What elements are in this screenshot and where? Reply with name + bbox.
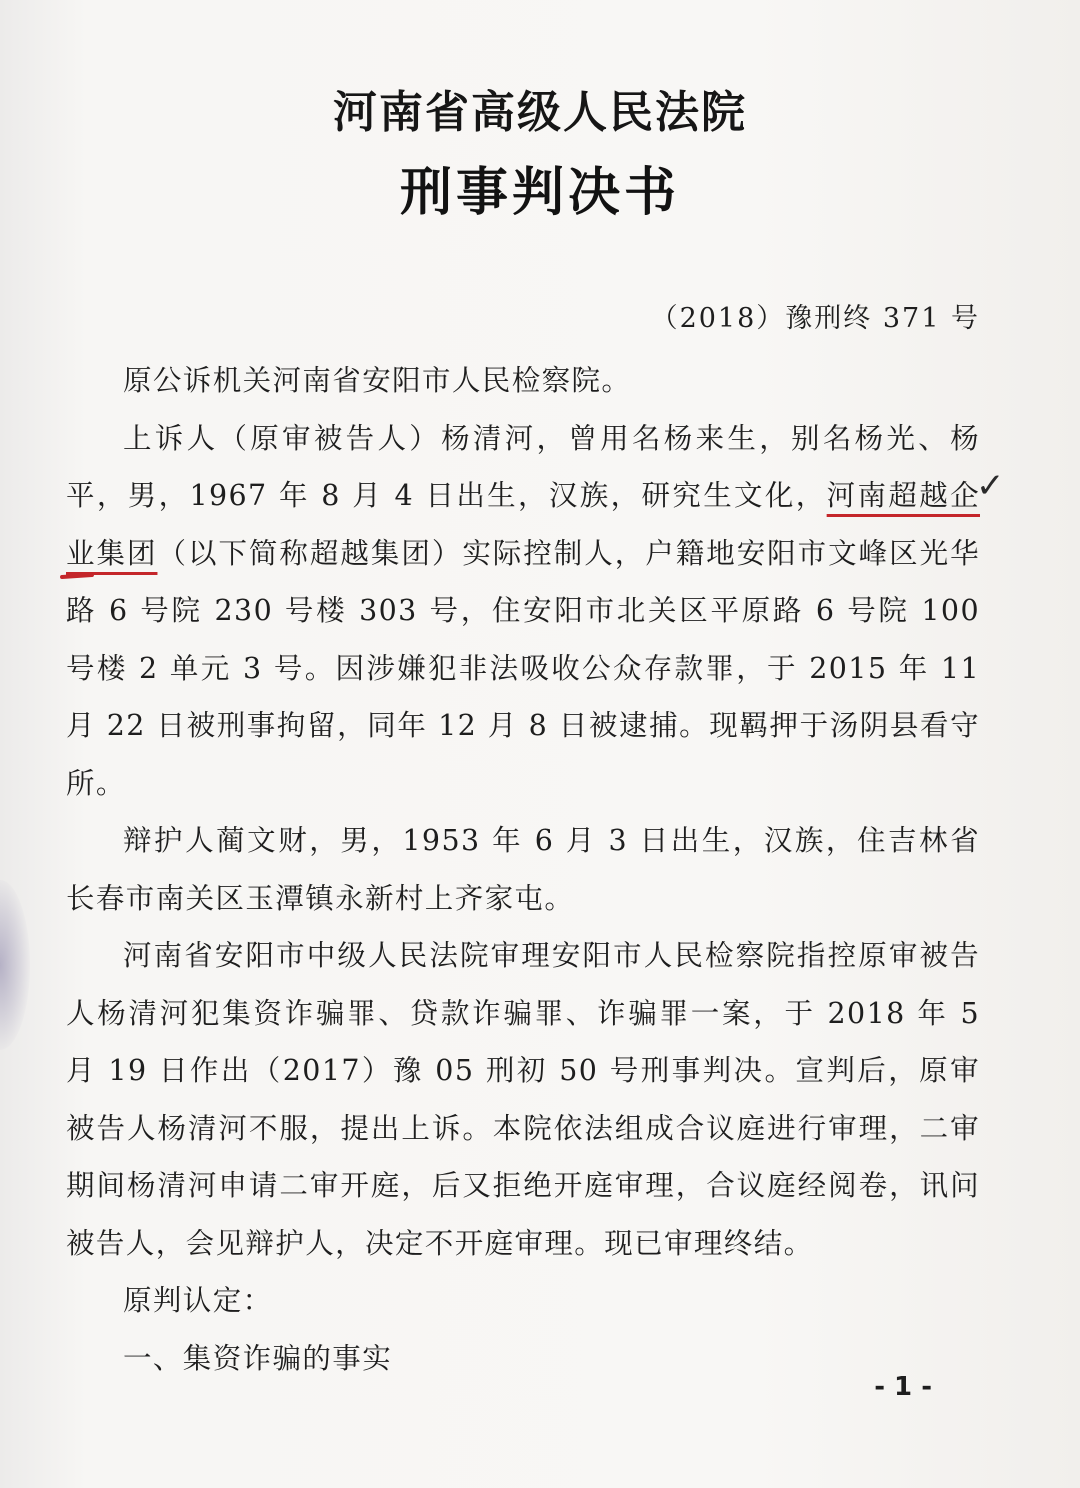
paragraph-procedure: 河南省安阳市中级人民法院审理安阳市人民检察院指控原审被告人杨清河犯集资诈骗罪、贷款诈骗罪、诈骗罪一案，于 2018 年 5 月 19 日作出（2017）豫 05 刑初 50 号刑事判决。宣判后，原审被告人杨清河不服，提出上诉。本院依法组成合议庭进行审理，二审期间杨清河申请二审开庭，后又拒绝开庭审理，合议庭经阅卷，讯问被告人，会见辩护人，决定不开庭审理。现已审理终结。 bbox=[66, 939, 980, 1260]
paragraph-defender: 辩护人蔺文财，男，1953 年 6 月 3 日出生，汉族，住吉林省长春市南关区玉潭镇永新村上齐家屯。 bbox=[66, 824, 980, 915]
appellant-text-end: （以下简称超越集团）实际控制人，户籍地安阳市文峰区光华路 6 号院 230 号楼 303 号，住安阳市北关区平原路 6 号院 100 号楼 2 单元 3 号。因涉嫌犯非法吸收公众存款罪，于 2015 年 11 月 22 日被刑事拘留，同年 12 月 8 日被逮捕。现羁押于汤阴县看守所。 bbox=[66, 536, 980, 800]
section-heading-fundraising-fraud: 一、集资诈骗的事实 bbox=[123, 1341, 393, 1375]
page-number: - 1 - bbox=[874, 1372, 932, 1402]
judgment-body bbox=[66, 352, 980, 1387]
paragraph-prosecutor: 原公诉机关河南省安阳市人民检察院。 bbox=[123, 364, 632, 397]
checkmark-icon: ✓ bbox=[976, 466, 1005, 506]
case-number: （2018）豫刑终 371 号 bbox=[650, 303, 980, 334]
paragraph-original-findings: 原判认定： bbox=[123, 1284, 273, 1317]
paragraph-appellant bbox=[66, 410, 980, 813]
ink-smudge bbox=[0, 880, 30, 1050]
document-type-title: 刑事判决书 bbox=[399, 163, 680, 223]
court-name: 河南省高级人民法院 bbox=[333, 87, 747, 138]
appellant-text-start: 上诉人（原审被告人）杨清河，曾用名杨来生，别名杨光、杨平，男，1967 年 8 月 4 日出生，汉族，研究生文化， bbox=[66, 421, 980, 512]
underlined-company-name: 河南超越企业集团 bbox=[66, 479, 980, 570]
